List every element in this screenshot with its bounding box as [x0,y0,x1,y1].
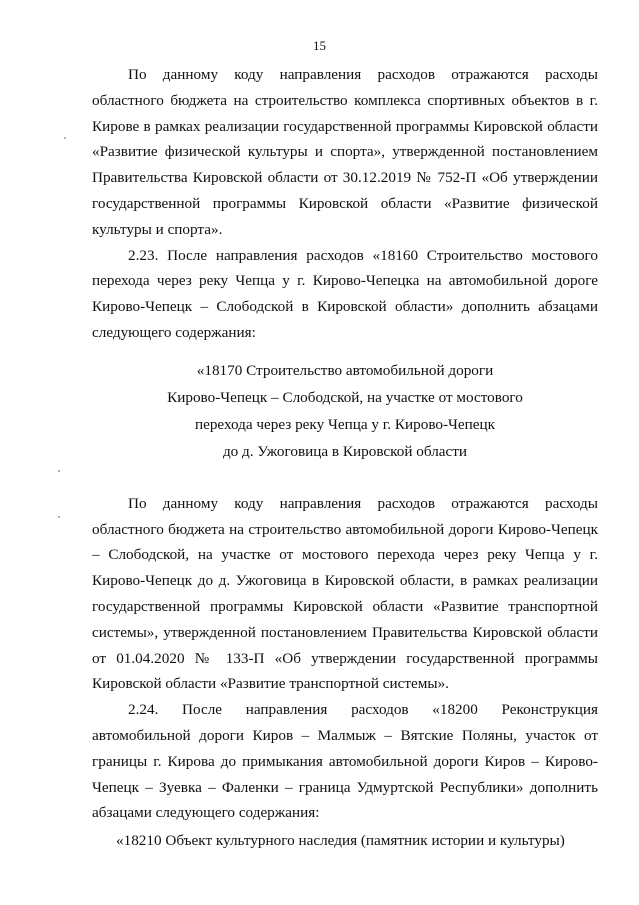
scan-speck [58,470,60,472]
centered-heading-block [92,357,598,465]
paragraph-3: По данному коду направления расходов отражаются расходы областного бюджета на строительство автомобильной дороги Кирово-Чепецк – Слободской, на участке от мостового перехода через реку Чепца у г. Кирово-Чепецк до д. Ужоговица в Кировской области, в рамках реализации государственной программы Кировской области «Развитие транспортной системы», утвержденной постановлением Правительства Кировской области от 01.04.2020 № 133-П «Об утверждении государственной программы Кировской области «Развитие транспортной системы». [92,494,598,693]
centered-line: Кирово-Чепецк – Слободской, на участке от мостового [167,388,523,406]
centered-line: до д. Ужоговица в Кировской области [222,442,468,460]
paragraph-5: «18210 Объект культурного наследия (памятник истории и культуры) [116,832,565,850]
paragraph-2: 2.23. После направления расходов «18160 Строительство мостового перехода через реку Чепца у г. Кирово-Чепецка на автомобильной дороге Кирово-Чепецк – Слободской в Кировской области» дополнить абзацами следующего содержания: [92,246,598,341]
paragraph-4: 2.24. После направления расходов «18200 Реконструкция автомобильной дороги Киров – Малмыж – Вятские Поляны, участок от границы г. Кирова до примыкания автомобильной дороги Киров – Кирово-Чепецк – Зуевка – Фаленки – граница Удмуртской Республики» дополнить абзацами следующего содержания: [92,701,598,822]
centered-line: «18170 Строительство автомобильной дороги [196,361,494,379]
centered-line: перехода через реку Чепца у г. Кирово-Чепецк [194,415,496,433]
paragraph-1: По данному коду направления расходов отражаются расходы областного бюджета на строительство комплекса спортивных объектов в г. Кирове в рамках реализации государственной программы Кировской области «Развитие физической культуры и спорта», утвержденной постановлением Правительства Кировской области от 30.12.2019 № 752-П «Об утверждении государственной программы Кировской области «Развитие физической культуры и спорта». [92,66,598,238]
document-body [92,62,598,854]
scan-speck [64,137,66,139]
page-number: 15 [313,38,326,53]
scan-speck [58,516,60,518]
